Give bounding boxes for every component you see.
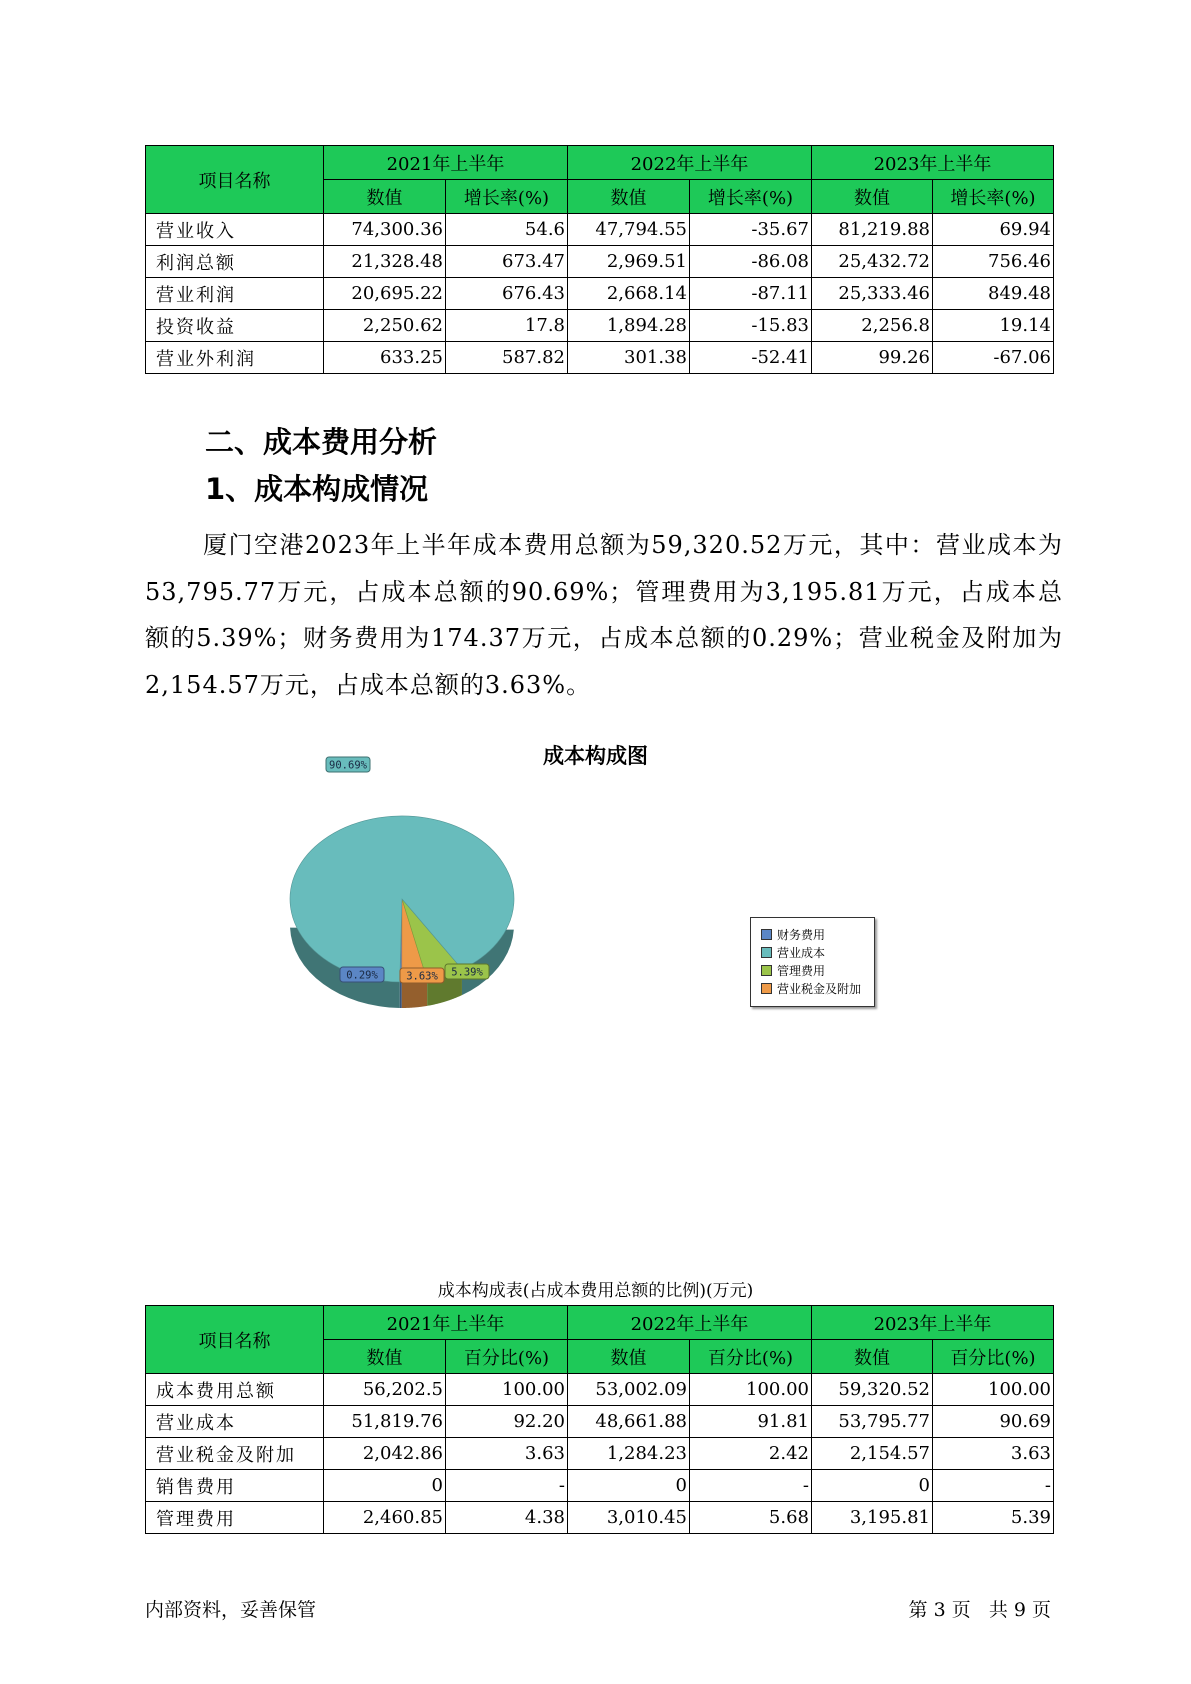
row-label: 管理费用 [146, 1502, 324, 1534]
table-cell: -35.67 [690, 214, 812, 246]
table-cell: 676.43 [446, 278, 568, 310]
table-cell: 100.00 [690, 1374, 812, 1406]
section-title: 二、成本费用分析 [205, 425, 438, 459]
row-label: 营业收入 [146, 214, 324, 246]
table-cell: 0 [812, 1470, 933, 1502]
legend-swatch [761, 947, 772, 958]
table-cell: 59,320.52 [812, 1374, 933, 1406]
legend-label: 管理费用 [777, 964, 826, 978]
label-text: 3.63% [406, 970, 438, 983]
header-year: 2022年上半年 [568, 146, 812, 180]
subsection-title: 1、成本构成情况 [205, 472, 429, 506]
footer-page-number: 第 3 页 共 9 页 [908, 1599, 1051, 1621]
pie-value-label [340, 967, 384, 982]
table-cell: 4.38 [446, 1502, 568, 1534]
label-text: 5.39% [451, 966, 483, 979]
row-label: 销售费用 [146, 1470, 324, 1502]
subheader-growth: 增长率(%) [446, 180, 568, 214]
legend-label: 营业税金及附加 [777, 982, 862, 996]
table-row [146, 342, 1054, 374]
table-cell: 53,795.77 [812, 1406, 933, 1438]
table-cell: 2,460.85 [324, 1502, 446, 1534]
header-year: 2021年上半年 [324, 146, 568, 180]
table-cell: 48,661.88 [568, 1406, 690, 1438]
legend-swatch [761, 983, 772, 994]
table-cell: 2,969.51 [568, 246, 690, 278]
footer-confidential: 内部资料，妥善保管 [145, 1599, 317, 1621]
row-label: 成本费用总额 [146, 1374, 324, 1406]
subheader-growth: 增长率(%) [933, 180, 1054, 214]
table-cell: 81,219.88 [812, 214, 933, 246]
table-cell: 100.00 [933, 1374, 1054, 1406]
table-cell: 0 [324, 1470, 446, 1502]
row-label: 投资收益 [146, 310, 324, 342]
table-cell: 90.69 [933, 1406, 1054, 1438]
table-cell: 3.63 [446, 1438, 568, 1470]
subheader-value: 数值 [812, 180, 933, 214]
table-row [146, 310, 1054, 342]
label-text: 90.69% [329, 759, 367, 772]
table-cell: 91.81 [690, 1406, 812, 1438]
legend-label: 营业成本 [777, 946, 826, 960]
table-header-row [146, 146, 1054, 180]
legend-label: 财务费用 [777, 928, 826, 942]
subheader-value: 数值 [324, 1340, 446, 1374]
table-row [146, 278, 1054, 310]
table-cell: 849.48 [933, 278, 1054, 310]
table-cell: 54.6 [446, 214, 568, 246]
pie-value-label [400, 968, 444, 983]
table-row [146, 1502, 1054, 1534]
table-cell: 99.26 [812, 342, 933, 374]
header-year: 2023年上半年 [812, 1306, 1054, 1340]
row-label: 利润总额 [146, 246, 324, 278]
table-row [146, 214, 1054, 246]
table-cell: 3,195.81 [812, 1502, 933, 1534]
row-label: 营业成本 [146, 1406, 324, 1438]
subheader-percent: 百分比(%) [446, 1340, 568, 1374]
pie-value-label [326, 757, 370, 772]
table-cell: 756.46 [933, 246, 1054, 278]
table-cell: -52.41 [690, 342, 812, 374]
table-cell: - [933, 1470, 1054, 1502]
table-cell: 2,042.86 [324, 1438, 446, 1470]
table-cell: 2.42 [690, 1438, 812, 1470]
table-cell: - [690, 1470, 812, 1502]
legend-swatch [761, 929, 772, 940]
table-cell: 25,432.72 [812, 246, 933, 278]
cost-composition-table [145, 1305, 1054, 1534]
chart-legend [750, 917, 875, 1007]
table-cell: -67.06 [933, 342, 1054, 374]
subheader-value: 数值 [568, 1340, 690, 1374]
header-year: 2023年上半年 [812, 146, 1054, 180]
table-cell: 25,333.46 [812, 278, 933, 310]
table-cell: 2,250.62 [324, 310, 446, 342]
table-cell: 3.63 [933, 1438, 1054, 1470]
table-cell: 301.38 [568, 342, 690, 374]
subheader-growth: 增长率(%) [690, 180, 812, 214]
table-cell: 633.25 [324, 342, 446, 374]
table-cell: 69.94 [933, 214, 1054, 246]
label-text: 0.29% [346, 969, 378, 982]
chart-title: 成本构成图 [543, 744, 648, 768]
header-item-name: 项目名称 [146, 146, 324, 214]
subheader-value: 数值 [812, 1340, 933, 1374]
table-cell: 5.68 [690, 1502, 812, 1534]
table-cell: 673.47 [446, 246, 568, 278]
table-cell: - [446, 1470, 568, 1502]
table-cell: 0 [568, 1470, 690, 1502]
table-cell: 2,154.57 [812, 1438, 933, 1470]
subheader-percent: 百分比(%) [933, 1340, 1054, 1374]
table-cell: 51,819.76 [324, 1406, 446, 1438]
table-cell: 3,010.45 [568, 1502, 690, 1534]
legend-swatch [761, 965, 772, 976]
table-cell: 21,328.48 [324, 246, 446, 278]
legend-item [761, 944, 874, 962]
header-year: 2022年上半年 [568, 1306, 812, 1340]
header-year: 2021年上半年 [324, 1306, 568, 1340]
table-cell: -15.83 [690, 310, 812, 342]
table-cell: 2,256.8 [812, 310, 933, 342]
table-cell: 74,300.36 [324, 214, 446, 246]
table-row [146, 1438, 1054, 1470]
table-cell: 92.20 [446, 1406, 568, 1438]
pie-slice-side [402, 980, 427, 1008]
table-cell: -87.11 [690, 278, 812, 310]
subheader-value: 数值 [324, 180, 446, 214]
table-header-row [146, 1306, 1054, 1340]
legend-item [761, 926, 874, 944]
row-label: 营业税金及附加 [146, 1438, 324, 1470]
legend-item [761, 980, 874, 998]
financial-summary-table [145, 145, 1054, 374]
table-cell: 2,668.14 [568, 278, 690, 310]
row-label: 营业利润 [146, 278, 324, 310]
table-cell: 5.39 [933, 1502, 1054, 1534]
table-cell: 47,794.55 [568, 214, 690, 246]
row-label: 营业外利润 [146, 342, 324, 374]
table-row [146, 1470, 1054, 1502]
table-cell: 100.00 [446, 1374, 568, 1406]
table-row [146, 1374, 1054, 1406]
subheader-value: 数值 [568, 180, 690, 214]
table-row [146, 246, 1054, 278]
header-item-name: 项目名称 [146, 1306, 324, 1374]
table-caption: 成本构成表(占成本费用总额的比例)(万元) [437, 1281, 754, 1301]
table-cell: -86.08 [690, 246, 812, 278]
table-cell: 53,002.09 [568, 1374, 690, 1406]
table-cell: 56,202.5 [324, 1374, 446, 1406]
table-cell: 20,695.22 [324, 278, 446, 310]
table-cell: 1,894.28 [568, 310, 690, 342]
pie-slice-side [400, 982, 402, 1008]
cost-analysis-paragraph: 厦门空港2023年上半年成本费用总额为59,320.52万元，其中：营业成本为53,795.77万元，占成本总额的90.69%；管理费用为3,195.81万元，占成本总额的5.39%；财务费用为174.37万元，占成本总额的0.29%；营业税金及附加为2,154.57万元，占成本总额的3.63%。 [145, 531, 1063, 699]
table-cell: 1,284.23 [568, 1438, 690, 1470]
cost-pie-chart [290, 759, 570, 1065]
pie-value-label [445, 964, 489, 979]
legend-item [761, 962, 874, 980]
table-cell: 17.8 [446, 310, 568, 342]
table-row [146, 1406, 1054, 1438]
table-cell: 19.14 [933, 310, 1054, 342]
table-cell: 587.82 [446, 342, 568, 374]
subheader-percent: 百分比(%) [690, 1340, 812, 1374]
